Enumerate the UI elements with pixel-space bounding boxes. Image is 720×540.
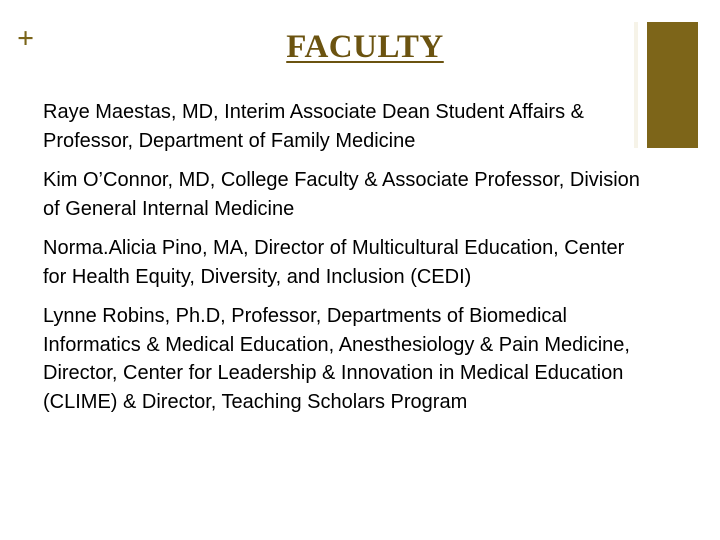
- faculty-list: [43, 98, 643, 427]
- list-item: Kim O’Connor, MD, College Faculty & Associate Professor, Division of General Internal Medicine: [43, 169, 640, 220]
- decorative-block: [647, 22, 698, 148]
- plus-icon: +: [17, 22, 35, 55]
- list-item: Raye Maestas, MD, Interim Associate Dean Student Affairs & Professor, Department of Family Medicine: [43, 101, 584, 152]
- list-item: Norma.Alicia Pino, MA, Director of Multicultural Education, Center for Health Equity, Diversity, and Inclusion (CEDI): [43, 237, 625, 288]
- list-item: Lynne Robins, Ph.D, Professor, Departments of Biomedical Informatics & Medical Education, Anesthesiology & Pain Medicine, Director, Center for Leadership & Innovation in Medical Education (CLIME) & Director, Teaching Scholars Program: [43, 305, 630, 413]
- page-title: FACULTY: [286, 29, 444, 65]
